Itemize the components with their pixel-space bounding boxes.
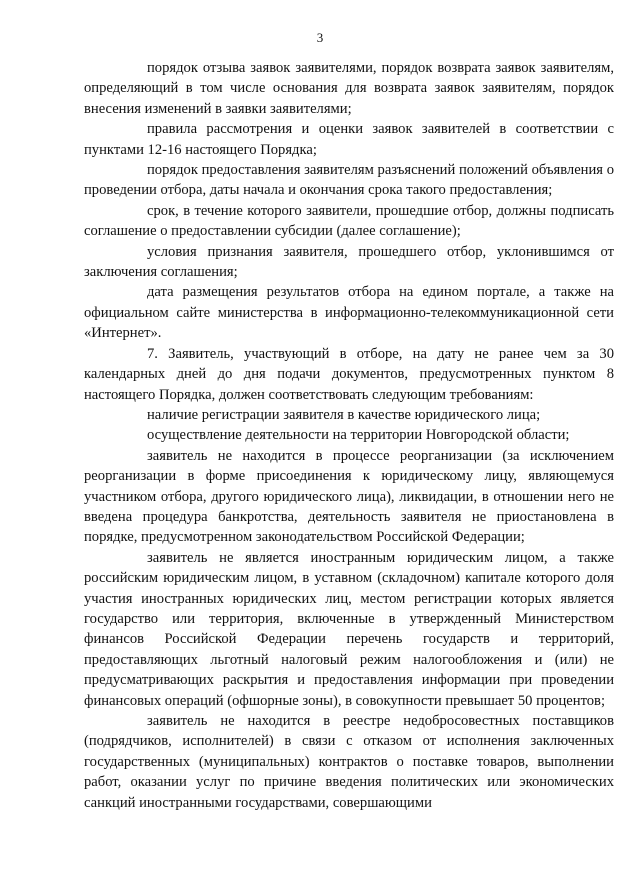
paragraph-no-reorganization: заявитель не находится в процессе реорганизации (за исключением реорганизации в форме присоединения к юридическому лицу, являющемуся участником отбора, другого юридического лица), ликвидации, в отношении него не введена процедура банкротства, деятельность заявителя не приостановлена в порядке, предусмотренном законодательством Российской Федерации; — [84, 447, 614, 546]
document-body — [84, 58, 614, 813]
paragraph-evasion-conditions: условия признания заявителя, прошедшего отбор, уклонившимся от заключения соглашения; — [84, 243, 614, 281]
paragraph-clause-7: 7. Заявитель, участвующий в отборе, на дату не ранее чем за 30 календарных дней до дня подачи документов, предусмотренных пунктом 8 настоящего Порядка, должен соответствовать следующим требованиям: — [84, 345, 614, 403]
paragraph-clarification-order: порядок предоставления заявителям разъяснений положений объявления о проведении отбора, даты начала и окончания срока такого предоставления; — [84, 162, 614, 199]
paragraph-not-foreign-entity: заявитель не является иностранным юридическим лицом, а также российским юридическим лицом, в уставном (складочном) капитале которого доля участия иностранных юридических лиц, местом регистрации которых является государство или территория, включенные в утвержденный Министерством финансов Российской Федерации перечень государств и территорий, предоставляющих льготный налоговый режим налогообложения и (или) не предусматривающих раскрытия и предоставления информации при проведении финансовых операций (офшорные зоны), в совокупности превышает 50 процентов; — [84, 549, 614, 709]
paragraph-not-in-registry: заявитель не находится в реестре недобросовестных поставщиков (подрядчиков, исполнителей) в связи с отказом от исполнения заключенных государственных (муниципальных) контрактов о поставке товаров, выполнении работ, оказании услуг по причине введения политических или экономических санкций иностранными государствами, совершающими — [84, 713, 614, 811]
paragraph-novgorod-activity: осуществление деятельности на территории Новгородской области; — [147, 427, 570, 444]
paragraph-review-rules: правила рассмотрения и оценки заявок заявителей в соответствии с пунктами 12-16 настоящего Порядка; — [84, 121, 614, 158]
paragraph-legal-registration: наличие регистрации заявителя в качестве юридического лица; — [147, 406, 541, 423]
paragraph-withdrawal-order: порядок отзыва заявок заявителями, порядок возврата заявок заявителям, определяющий в том числе основания для возврата заявок заявителям, порядок внесения изменений в заявки заявителями; — [84, 60, 614, 117]
page-number: 3 — [316, 30, 324, 45]
paragraph-results-publication: дата размещения результатов отбора на едином портале, а также на официальном сайте министерства в информационно-телекоммуникационной сети «Интернет». — [84, 284, 614, 342]
paragraph-signing-deadline: срок, в течение которого заявители, прошедшие отбор, должны подписать соглашение о предоставлении субсидии (далее соглашение); — [84, 202, 614, 240]
